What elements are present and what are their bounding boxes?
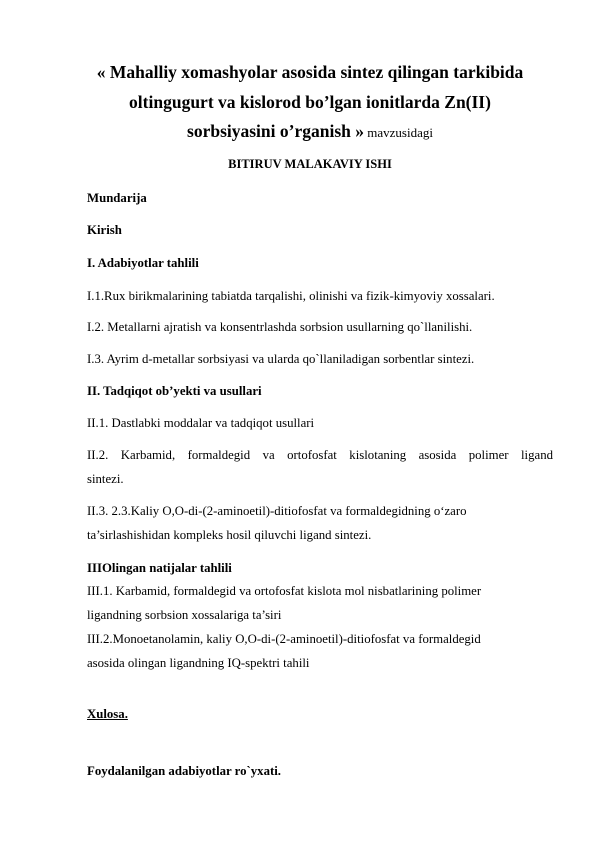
- document-subtitle: BITIRUV MALAKAVIY ISHI: [228, 157, 392, 171]
- title-line-2: oltingugurt va kislorod bo’lgan ionitlarda Zn(II): [129, 92, 491, 112]
- toc-heading: Mundarija: [87, 191, 147, 205]
- chapter-2-item-2-line-1: II.2. Karbamid, formaldegid va ortofosfat kislotaning asosida polimer ligand: [87, 448, 553, 462]
- toc-conclusion: Xulosa.: [87, 707, 128, 721]
- title-line-3-text: sorbsiyasini o’rganish »: [187, 121, 364, 141]
- chapter-3-title: IIIOlingan natijalar tahlili: [87, 561, 232, 575]
- toc-intro: Kirish: [87, 223, 122, 237]
- chapter-1-item-1: I.1.Rux birikmalarining tabiatda tarqalishi, olinishi va fizik-kimyoviy xossalari.: [87, 289, 495, 303]
- chapter-1-item-3: I.3. Ayrim d-metallar sorbsiyasi va ularda qo`llaniladigan sorbentlar sintezi.: [87, 352, 475, 366]
- toc-references: Foydalanilgan adabiyotlar ro`yxati.: [87, 764, 281, 778]
- chapter-3-item-2-line-1: III.2.Monoetanolamin, kaliy O,O-di-(2-aminoetil)-ditiofosfat va formaldegid: [87, 632, 481, 646]
- title-line-1: « Mahalliy xomashyolar asosida sintez qilingan tarkibida: [96, 62, 524, 82]
- chapter-1-title: I. Adabiyotlar tahlili: [87, 256, 199, 270]
- chapter-2-title: II. Tadqiqot ob’yekti va usullari: [87, 384, 262, 398]
- chapter-2-item-2-line-2: sintezi.: [87, 472, 124, 486]
- chapter-3-item-1-line-2: ligandning sorbsion xossalariga ta’siri: [87, 608, 282, 622]
- title-line-3-suffix: mavzusidagi: [364, 125, 433, 140]
- chapter-2-item-3-line-2: ta’sirlashishidan kompleks hosil qiluvchi ligand sintezi.: [87, 528, 372, 542]
- chapter-3-item-1-line-1: III.1. Karbamid, formaldegid va ortofosfat kislota mol nisbatlarining polimer: [87, 584, 482, 598]
- chapter-2-item-3-line-1: II.3. 2.3.Kaliy O,O-di-(2-aminoetil)-ditiofosfat va formaldegidning o‘zaro: [87, 504, 467, 518]
- chapter-2-item-1: II.1. Dastlabki moddalar va tadqiqot usullari: [87, 416, 315, 430]
- chapter-3-item-2-line-2: asosida olingan ligandning IQ-spektri tahili: [87, 656, 310, 670]
- title-line-3: [60, 121, 560, 143]
- chapter-1-item-2: I.2. Metallarni ajratish va konsentrlashda sorbsion usullarning qo`llanilishi.: [87, 320, 473, 334]
